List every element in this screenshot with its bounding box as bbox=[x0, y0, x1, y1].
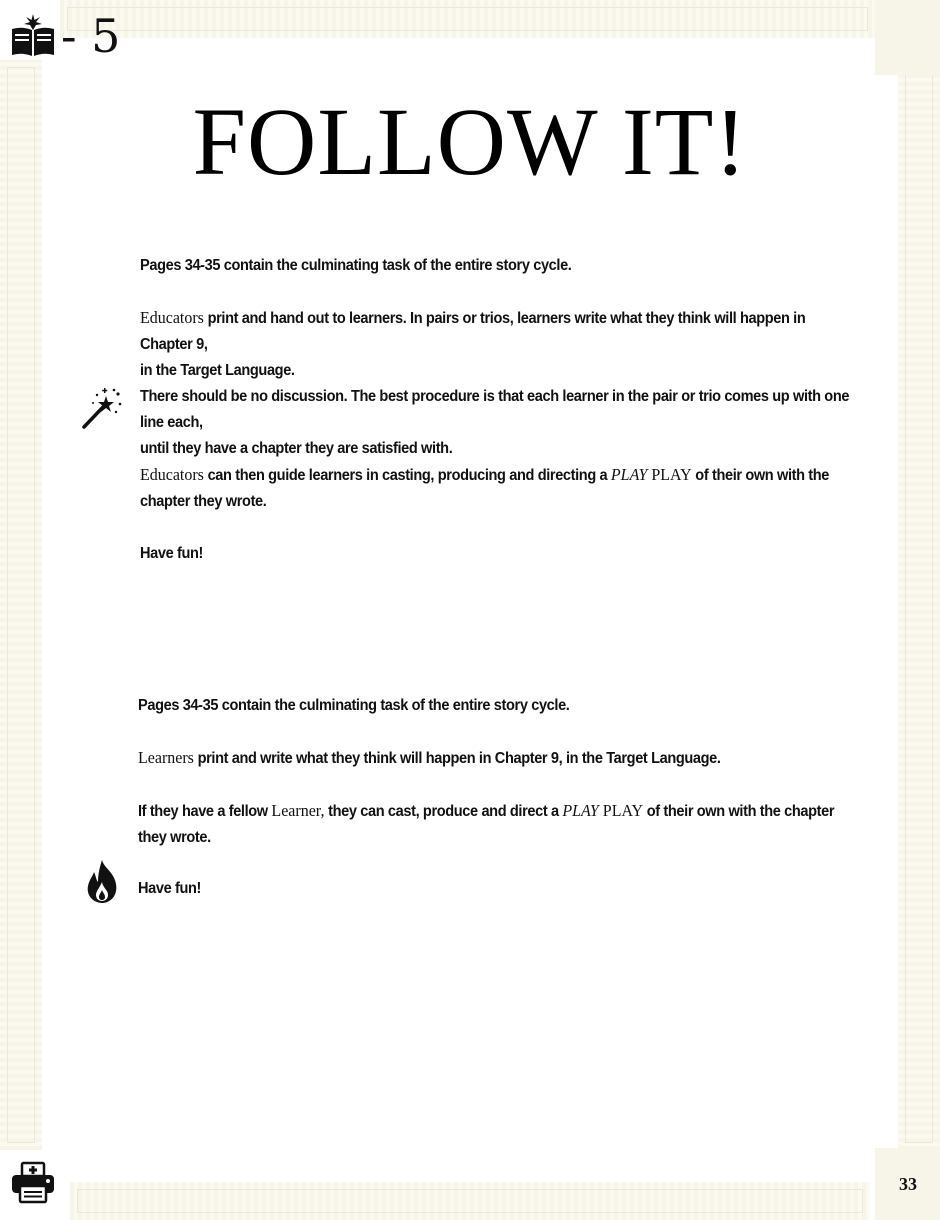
border-corner bbox=[875, 0, 940, 75]
magic-wand-icon bbox=[80, 386, 124, 430]
learner-label: Learner, bbox=[271, 801, 325, 820]
educators-label: Educators bbox=[140, 465, 204, 484]
learners-closing: Have fun! bbox=[138, 880, 202, 897]
border-left bbox=[0, 60, 42, 1150]
printer-icon[interactable] bbox=[10, 1160, 56, 1204]
border-bottom bbox=[70, 1182, 870, 1220]
educators-instructions: Educators print and hand out to learners. In pairs or trios, learners write what they think will happen in Chapter 9, in the Target Language. bbox=[140, 308, 806, 379]
flame-icon bbox=[84, 858, 120, 904]
learners-intro: Pages 34-35 contain the culminating task of the entire story cycle. bbox=[138, 697, 570, 714]
educators-intro: Pages 34-35 contain the culminating task of the entire story cycle. bbox=[140, 257, 572, 274]
educators-procedure: There should be no discussion. The best procedure is that each learner in the pair or trio comes up with one line each, until they have a chapter they are satisfied with. bbox=[140, 388, 850, 457]
border-right bbox=[898, 60, 940, 1150]
educators-play: Educators can then guide learners in casting, producing and directing a PLAY PLAY of their own with the chapter they wrote. bbox=[140, 465, 830, 510]
educators-closing: Have fun! bbox=[140, 545, 204, 562]
educators-label: Educators bbox=[140, 308, 204, 327]
learners-instructions: Learners print and write what they think will happen in Chapter 9, in the Target Language. bbox=[138, 748, 721, 767]
open-book-icon bbox=[10, 12, 56, 58]
learners-label: Learners bbox=[138, 748, 194, 767]
page-title: FOLLOW IT! bbox=[192, 88, 748, 195]
learners-play: If they have a fellow Learner, they can cast, produce and direct a PLAY PLAY of their own with the chapter they wrote. bbox=[138, 801, 835, 846]
chapter-marker: - 5 bbox=[61, 9, 121, 63]
page-number: 33 bbox=[899, 1174, 917, 1194]
border-top bbox=[60, 0, 875, 38]
